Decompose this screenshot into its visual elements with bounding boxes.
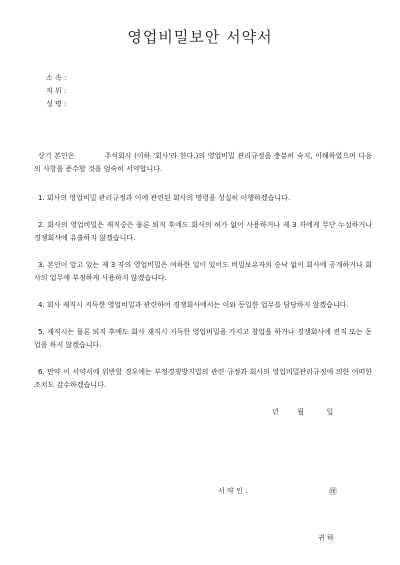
recipient-line: 귀 하 xyxy=(318,534,334,542)
clause-5: 5. 재직시는 물론 퇴직 후에도 회사 재직시 지득한 영업비밀을 가지고 창업을 하거나 경쟁회사에 전직 또는 동업을 하지 않겠습니다. xyxy=(34,328,372,349)
position-field xyxy=(46,85,66,98)
clause-2: 2. 회사의 영업비밀은 재직중은 물론 퇴직 후에도 회사의 허가 없이 사용하거나 제 3 자에게 무단 누설하거나 경쟁회사에 유출하지 않겠습니다. xyxy=(34,221,372,242)
signer-info-block xyxy=(46,72,66,111)
affiliation-field xyxy=(46,72,66,85)
date-day-label: 일 xyxy=(326,408,334,416)
clause-3: 3. 본인이 알고 있는 제 3 자의 영업비밀은 여하한 일이 있어도 비밀보유자의 승낙 없이 회사에 공개하거나 회사의 업무에 부정하게 사용하지 않겠습니다. xyxy=(34,261,372,282)
seal-mark: ㊞ xyxy=(329,487,337,496)
position-label: 직 위 : xyxy=(46,87,67,95)
intro-paragraph xyxy=(34,150,372,176)
name-field xyxy=(46,98,66,111)
date-line xyxy=(272,407,333,417)
affiliation-label: 소 속 : xyxy=(46,74,67,82)
clause-4: 4. 회사 재직시 지득한 영업비밀과 관련하여 경쟁회사에서는 이와 동일한 업무를 담당하지 않겠습니다. xyxy=(38,301,349,309)
intro-part2: 주식회사 (이하 '회사'라 한다.)의 영업비밀 관리규정을 충분히 숙지, 이해하였으며 다음의 사항을 준수할 것을 엄숙히 서약합니다. xyxy=(34,152,372,173)
signer-label: 서 약 인 : xyxy=(218,487,248,495)
document-title: 영업비밀보안 서약서 xyxy=(127,28,273,46)
clause-1: 1. 회사의 영업비밀 관리규정과 이에 관련된 회사의 명령을 성실히 이행하겠습니다. xyxy=(38,194,291,202)
date-month-label: 월 xyxy=(297,408,304,416)
intro-part1: 상기 본인은 xyxy=(38,152,75,160)
clause-6: 6. 만약 이 서약서에 위반할 경우에는 부정경쟁방지법의 관련 규정과 회사의 영업비밀관리규정에 의한 어떠한 조치도 감수하겠습니다. xyxy=(34,368,372,389)
name-label: 성 명 : xyxy=(46,100,67,108)
date-year-label: 년 xyxy=(272,408,279,416)
pledge-body xyxy=(34,150,372,406)
